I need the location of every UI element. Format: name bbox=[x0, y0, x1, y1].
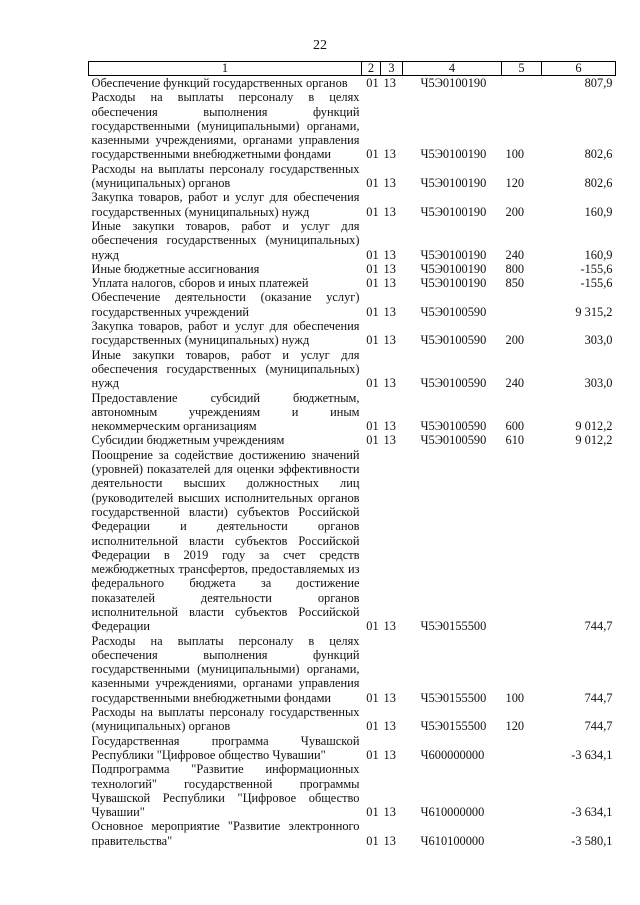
row-amount: 744,7 bbox=[584, 619, 613, 634]
row-amount: 160,9 bbox=[584, 247, 613, 262]
row-expense-type: 120 bbox=[505, 719, 525, 734]
table-row bbox=[89, 76, 616, 91]
row-subsection: 13 bbox=[383, 247, 396, 262]
row-subsection: 13 bbox=[383, 204, 396, 219]
row-expense-type: 200 bbox=[505, 204, 525, 219]
row-subsection: 13 bbox=[383, 261, 396, 276]
row-amount: -3 634,1 bbox=[571, 805, 613, 820]
column-header-expense-type: 5 bbox=[502, 62, 542, 76]
row-amount: 744,7 bbox=[584, 690, 613, 705]
row-target-article: Ч5Э0100190 bbox=[420, 147, 487, 162]
row-section: 01 bbox=[366, 176, 379, 191]
row-amount: -3 580,1 bbox=[571, 833, 613, 848]
row-name: Расходы на выплаты персоналу государственных (муниципальных) органов bbox=[91, 161, 360, 191]
row-name: Расходы на выплаты персоналу государственных (муниципальных) органов bbox=[91, 705, 360, 734]
row-target-article: Ч5Э0100190 bbox=[420, 176, 487, 191]
row-name: Закупка товаров, работ и услуг для обеспечения государственных (муниципальных) нужд bbox=[91, 319, 360, 348]
row-section: 01 bbox=[366, 76, 379, 90]
row-target-article: Ч5Э0155500 bbox=[420, 619, 487, 634]
row-subsection: 13 bbox=[383, 833, 396, 848]
row-amount: 9 012,2 bbox=[575, 419, 613, 434]
row-expense-type bbox=[502, 448, 542, 634]
row-amount: 744,7 bbox=[584, 719, 613, 734]
row-name: Иные бюджетные ассигнования bbox=[91, 261, 260, 276]
row-subsection: 13 bbox=[383, 419, 396, 434]
row-name: Расходы на выплаты персоналу в целях обеспечения выполнения функций государственными (муниципальными) органами, казенными учреждениями, органами управления государственными внебюджетными фондами bbox=[91, 633, 360, 705]
column-header-subsection: 3 bbox=[381, 62, 403, 76]
row-target-article: Ч5Э0100190 bbox=[420, 276, 487, 291]
row-name: Расходы на выплаты персоналу в целях обеспечения выполнения функций государственными (муниципальными) органами, казенными учреждениями, органами управления государственными внебюджетными фондами bbox=[91, 90, 360, 162]
row-subsection: 13 bbox=[383, 376, 396, 391]
row-expense-type: 800 bbox=[505, 261, 525, 276]
row-target-article: Ч610000000 bbox=[420, 805, 485, 820]
row-amount: 303,0 bbox=[584, 333, 613, 348]
row-name: Поощрение за содействие достижению значений (уровней) показателей для оценки эффективности деятельности высших должностных лиц (руководителей высших исполнительных органов государственной власти) субъектов Российской Федерации и деятельности органов исполнительной власти субъектов Российской Федерации в 2019 году за счет средств межбюджетных трансфертов, предоставляемых из федерального бюджета за достижение показателей деятельности органов исполнительной власти субъектов Российской Федерации bbox=[91, 447, 360, 634]
row-target-article: Ч5Э0155500 bbox=[420, 690, 487, 705]
page-number: 22 bbox=[313, 38, 327, 53]
row-section: 01 bbox=[366, 719, 379, 734]
table-row bbox=[89, 762, 616, 819]
row-amount: 802,6 bbox=[584, 176, 613, 191]
table-row bbox=[89, 276, 616, 290]
row-subsection: 13 bbox=[383, 690, 396, 705]
table-row bbox=[89, 319, 616, 348]
row-expense-type: 200 bbox=[505, 333, 525, 348]
row-name: Подпрограмма "Развитие информационных технологий" государственной программы Чувашской Республики "Цифровое общество Чувашии" bbox=[91, 762, 360, 820]
table-row bbox=[89, 705, 616, 734]
column-header-section: 2 bbox=[362, 62, 381, 76]
row-target-article: Ч5Э0100590 bbox=[420, 419, 487, 434]
row-section: 01 bbox=[366, 833, 379, 848]
row-expense-type: 600 bbox=[505, 419, 525, 434]
row-name: Закупка товаров, работ и услуг для обеспечения государственных (муниципальных) нужд bbox=[91, 190, 360, 219]
row-target-article: Ч5Э0100590 bbox=[420, 304, 487, 319]
row-amount: -155,6 bbox=[580, 261, 613, 276]
table-row bbox=[89, 634, 616, 705]
row-expense-type: 240 bbox=[505, 376, 525, 391]
row-section: 01 bbox=[366, 204, 379, 219]
row-target-article: Ч600000000 bbox=[420, 747, 485, 762]
row-expense-type bbox=[502, 290, 542, 319]
row-name: Предоставление субсидий бюджетным, автономным учреждениям и иным некоммерческим организациям bbox=[91, 390, 360, 434]
row-target-article: Ч5Э0100190 bbox=[420, 261, 487, 276]
row-amount: 9 315,2 bbox=[575, 304, 613, 319]
row-section: 01 bbox=[366, 747, 379, 762]
row-subsection: 13 bbox=[383, 147, 396, 162]
row-amount: -3 634,1 bbox=[571, 747, 613, 762]
column-header-amount: 6 bbox=[542, 62, 616, 76]
row-subsection: 13 bbox=[383, 304, 396, 319]
row-subsection: 13 bbox=[383, 719, 396, 734]
row-section: 01 bbox=[366, 433, 379, 448]
row-target-article: Ч5Э0155500 bbox=[420, 719, 487, 734]
row-target-article: Ч5Э0100590 bbox=[420, 333, 487, 348]
row-expense-type: 100 bbox=[505, 147, 525, 162]
table-row bbox=[89, 219, 616, 262]
table-row bbox=[89, 290, 616, 319]
row-name: Субсидии бюджетным учреждениям bbox=[91, 433, 285, 448]
row-section: 01 bbox=[366, 690, 379, 705]
row-expense-type: 120 bbox=[505, 176, 525, 191]
table-row bbox=[89, 90, 616, 161]
row-name: Обеспечение функций государственных органов bbox=[91, 76, 348, 90]
row-name: Государственная программа Чувашской Республики "Цифровое общество Чувашии" bbox=[91, 733, 360, 762]
row-section: 01 bbox=[366, 619, 379, 634]
row-subsection: 13 bbox=[383, 619, 396, 634]
row-expense-type bbox=[502, 762, 542, 819]
row-expense-type: 610 bbox=[505, 433, 525, 448]
row-amount: 160,9 bbox=[584, 204, 613, 219]
row-expense-type bbox=[502, 76, 542, 91]
row-section: 01 bbox=[366, 805, 379, 820]
row-subsection: 13 bbox=[383, 747, 396, 762]
row-target-article: Ч610100000 bbox=[420, 833, 485, 848]
column-header-name: 1 bbox=[89, 62, 362, 76]
row-subsection: 13 bbox=[383, 176, 396, 191]
table-row bbox=[89, 190, 616, 219]
row-subsection: 13 bbox=[383, 805, 396, 820]
row-subsection: 13 bbox=[383, 433, 396, 448]
table-row bbox=[89, 162, 616, 191]
row-target-article: Ч5Э0100590 bbox=[420, 376, 487, 391]
row-section: 01 bbox=[366, 419, 379, 434]
row-amount: 303,0 bbox=[584, 376, 613, 391]
budget-table bbox=[88, 61, 616, 848]
row-section: 01 bbox=[366, 247, 379, 262]
row-amount: -155,6 bbox=[580, 276, 613, 291]
row-name: Иные закупки товаров, работ и услуг для обеспечения государственных (муниципальных) нужд bbox=[91, 347, 360, 391]
row-subsection: 13 bbox=[383, 276, 396, 291]
row-amount: 802,6 bbox=[584, 147, 613, 162]
table-row bbox=[89, 391, 616, 434]
table-row bbox=[89, 448, 616, 634]
row-amount: 807,9 bbox=[584, 76, 613, 90]
row-section: 01 bbox=[366, 147, 379, 162]
row-section: 01 bbox=[366, 276, 379, 291]
row-section: 01 bbox=[366, 261, 379, 276]
table-row bbox=[89, 734, 616, 763]
column-header-target-article: 4 bbox=[403, 62, 502, 76]
row-target-article: Ч5Э0100190 bbox=[420, 76, 487, 90]
row-subsection: 13 bbox=[383, 76, 396, 90]
table-row bbox=[89, 819, 616, 848]
row-name: Основное мероприятие "Развитие электронного правительства" bbox=[91, 819, 360, 848]
table-row bbox=[89, 262, 616, 276]
table-row bbox=[89, 348, 616, 391]
row-name: Обеспечение деятельности (оказание услуг) государственных учреждений bbox=[91, 290, 360, 319]
row-expense-type: 100 bbox=[505, 690, 525, 705]
row-section: 01 bbox=[366, 304, 379, 319]
row-section: 01 bbox=[366, 376, 379, 391]
row-subsection: 13 bbox=[383, 333, 396, 348]
row-expense-type bbox=[502, 819, 542, 848]
row-name: Уплата налогов, сборов и иных платежей bbox=[91, 276, 309, 291]
row-target-article: Ч5Э0100590 bbox=[420, 433, 487, 448]
table-header-row bbox=[89, 62, 616, 76]
row-target-article: Ч5Э0100190 bbox=[420, 204, 487, 219]
row-expense-type bbox=[502, 734, 542, 763]
row-section: 01 bbox=[366, 333, 379, 348]
row-expense-type: 850 bbox=[505, 276, 525, 291]
row-name: Иные закупки товаров, работ и услуг для обеспечения государственных (муниципальных) нужд bbox=[91, 218, 360, 262]
row-amount: 9 012,2 bbox=[575, 433, 613, 448]
row-target-article: Ч5Э0100190 bbox=[420, 247, 487, 262]
row-expense-type: 240 bbox=[505, 247, 525, 262]
table-row bbox=[89, 433, 616, 447]
